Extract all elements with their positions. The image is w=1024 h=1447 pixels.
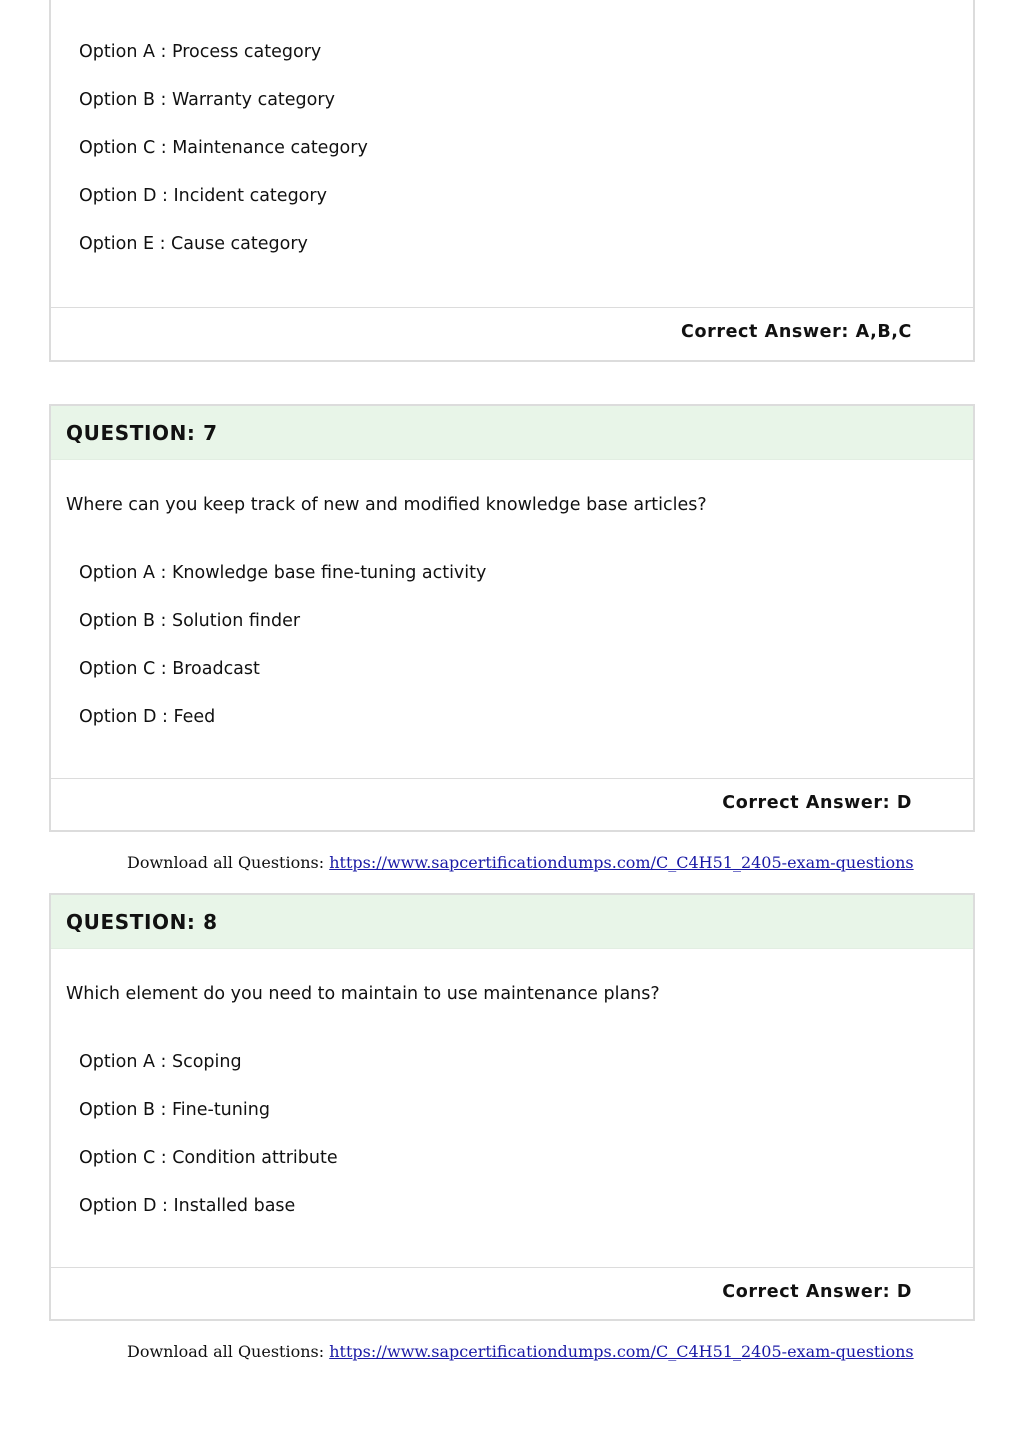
- question-text: Where can you keep track of new and modified knowledge base articles?: [66, 495, 707, 515]
- option-c: Option C : Broadcast: [79, 659, 260, 679]
- option-d: Option D : Installed base: [79, 1196, 296, 1216]
- download-line: [127, 853, 914, 872]
- option-a: Option A : Knowledge base fine-tuning activity: [79, 563, 487, 583]
- option-c: Option C : Condition attribute: [79, 1148, 338, 1168]
- answer-bar: [51, 1267, 973, 1320]
- download-link[interactable]: https://www.sapcertificationdumps.com/C_C4H51_2405-exam-questions: [329, 853, 914, 872]
- option-b: Option B : Fine-tuning: [79, 1100, 270, 1120]
- question-card-7: [49, 404, 975, 832]
- download-link[interactable]: https://www.sapcertificationdumps.com/C_C4H51_2405-exam-questions: [329, 1342, 914, 1361]
- question-header: [51, 406, 973, 460]
- question-card-8: [49, 893, 975, 1321]
- option-e: Option E : Cause category: [79, 234, 308, 254]
- option-b: Option B : Solution finder: [79, 611, 301, 631]
- answer-bar: [51, 778, 973, 831]
- question-header: [51, 895, 973, 949]
- correct-answer: Correct Answer: D: [722, 793, 912, 813]
- download-label: Download all Questions:: [127, 1342, 330, 1361]
- option-a: Option A : Scoping: [79, 1052, 242, 1072]
- option-b: Option B : Warranty category: [79, 90, 335, 110]
- answer-bar: [51, 307, 973, 360]
- question-card-partial: [49, 0, 975, 362]
- download-label: Download all Questions:: [127, 853, 330, 872]
- correct-answer: Correct Answer: D: [722, 1282, 912, 1302]
- option-d: Option D : Feed: [79, 707, 216, 727]
- option-d: Option D : Incident category: [79, 186, 327, 206]
- question-title: QUESTION: 8: [66, 910, 218, 934]
- option-a: Option A : Process category: [79, 42, 322, 62]
- download-line: [127, 1342, 914, 1361]
- correct-answer: Correct Answer: A,B,C: [681, 322, 912, 342]
- option-c: Option C : Maintenance category: [79, 138, 368, 158]
- question-title: QUESTION: 7: [66, 421, 218, 445]
- question-text: Which element do you need to maintain to use maintenance plans?: [66, 984, 660, 1004]
